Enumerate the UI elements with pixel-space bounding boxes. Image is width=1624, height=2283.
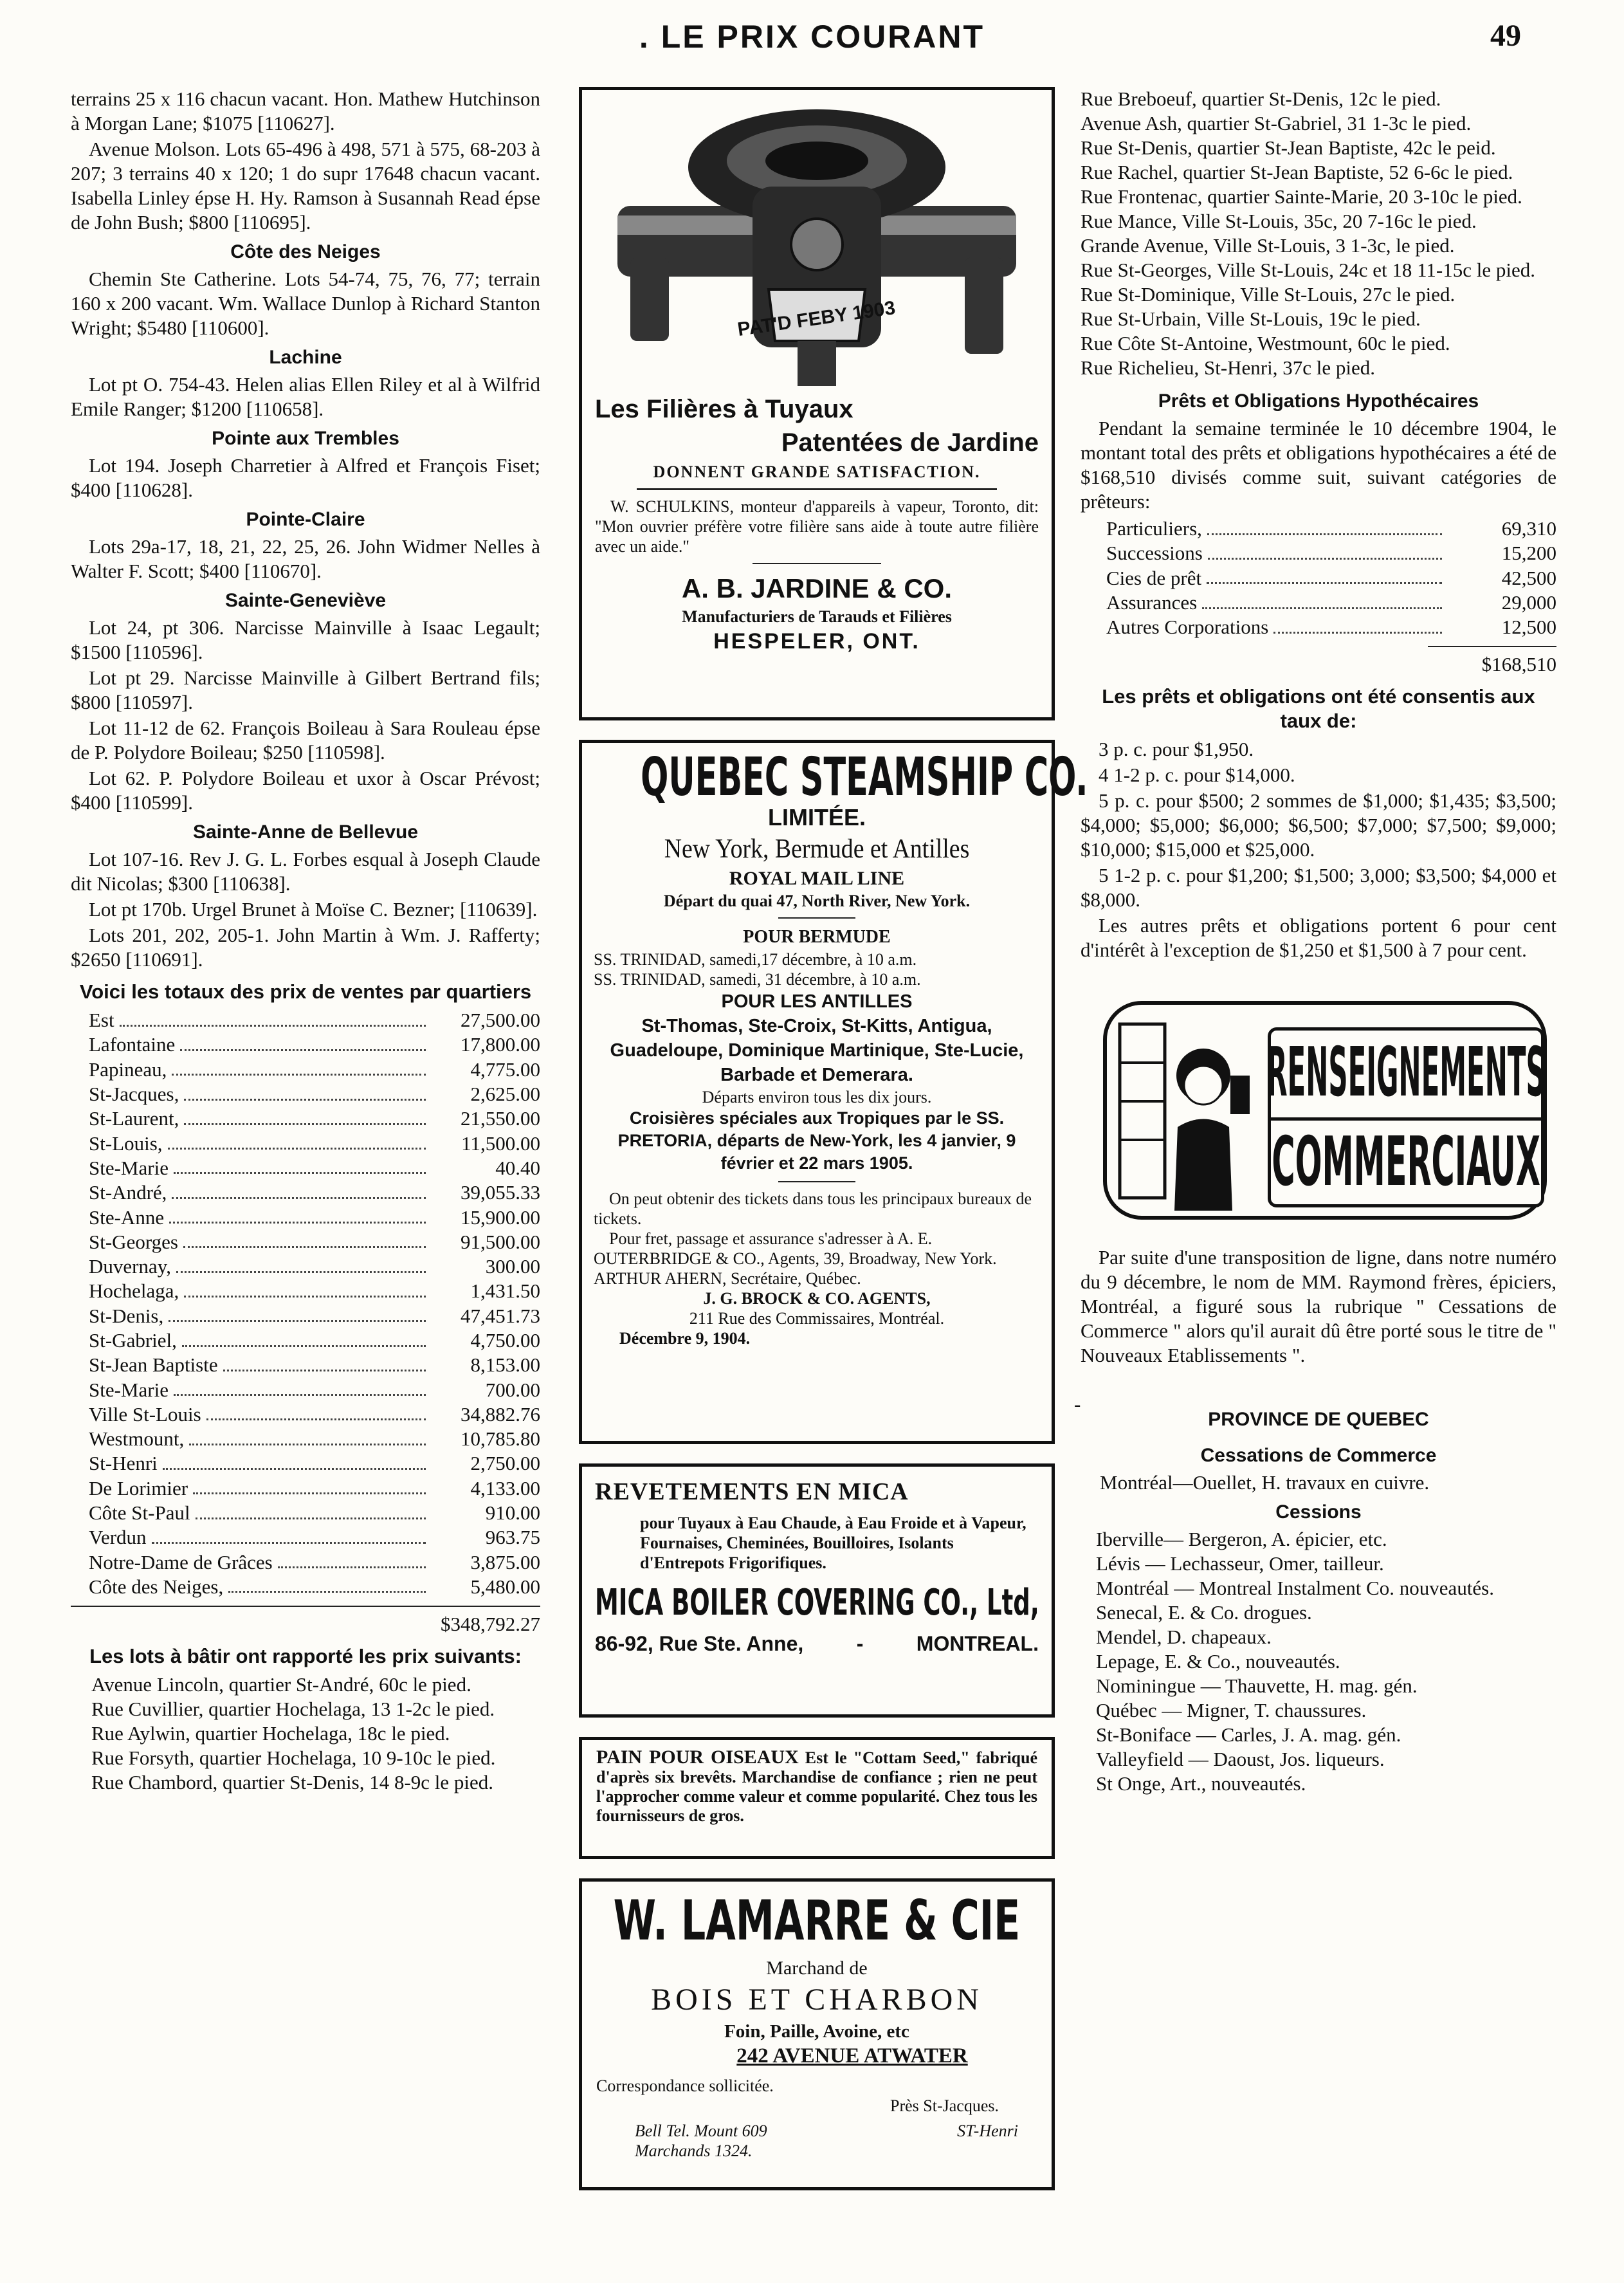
dot-leader	[182, 1345, 426, 1347]
table-row	[89, 1106, 540, 1131]
table-row	[89, 1501, 540, 1525]
ad-subtitle: Manufacturiers de Tarauds et Filières	[682, 607, 952, 626]
lot-entry: Rue Cuvillier, quartier Hochelaga, 13 1-2c le pied.	[91, 1698, 495, 1721]
ad-title-line1: Les Filières à Tuyaux	[595, 395, 853, 423]
row-label: Ste-Marie	[89, 1378, 169, 1401]
steamship-sailing: SS. TRINIDAD, samedi,17 décembre, à 10 a.m.	[594, 950, 917, 969]
row-label: Lafontaine	[89, 1033, 176, 1056]
dot-leader	[1202, 607, 1442, 609]
table-row	[89, 1180, 540, 1205]
lot-entry: Avenue Lincoln, quartier St-André, 60c le pied.	[91, 1673, 471, 1696]
cession-entry: Québec — Migner, T. chaussures.	[1096, 1699, 1367, 1722]
ad-tagline: DONNENT GRANDE SATISFACTION.	[653, 463, 981, 481]
mica-address: 86-92, Rue Ste. Anne,	[595, 1632, 804, 1655]
table-row	[89, 1353, 540, 1377]
ad-pain-oiseaux	[579, 1737, 1055, 1859]
rue-entry: Rue St-Dominique, Ville St-Louis, 27c le pied.	[1081, 283, 1455, 306]
dot-leader	[1207, 533, 1442, 535]
rue-entry: Rue St-Georges, Ville St-Louis, 24c et 18 11-15c le pied.	[1081, 259, 1536, 281]
row-label: Verdun	[89, 1526, 147, 1549]
paragraph: Par suite d'une transposition de ligne, dans notre numéro du 9 décembre, le nom de MM. Raymond frères, épiciers, Montréal, a figuré sous la rubrique " Cessations de Commerce " alors qu'il aurait dû être porté sous le titre de " Nouveaux Etablissements ".	[1081, 1246, 1556, 1367]
steamship-bermude-heading: POUR BERMUDE	[743, 927, 891, 947]
table-row	[89, 1377, 540, 1402]
paragraph: Pendant la semaine terminée le 10 décembre 1904, le montant total des prêts et obligations hypothécaires a été de $168,510 divisés comme suit, suivant catégories de prêteurs:	[1081, 417, 1556, 513]
row-value: 11,500.00	[461, 1132, 540, 1155]
rue-entry: Grande Avenue, Ville St-Louis, 3 1-3c, le pied.	[1081, 234, 1455, 257]
cession-entry: Nominingue — Thauvette, H. mag. gén.	[1096, 1674, 1418, 1698]
row-label: De Lorimier	[89, 1476, 188, 1499]
row-label: Particuliers,	[1106, 517, 1202, 540]
row-value: 3,875.00	[470, 1550, 540, 1573]
column-advertisements	[579, 87, 1088, 2190]
cession-entry: Montréal — Montreal Instalment Co. nouveautés.	[1096, 1577, 1495, 1600]
rue-entry: Rue Côte St-Antoine, Westmount, 60c le pied.	[1081, 332, 1450, 354]
row-label: Est	[89, 1009, 114, 1032]
table-row	[89, 1575, 540, 1599]
dot-leader	[189, 1444, 426, 1445]
section-heading: Sainte-Anne de Bellevue	[192, 821, 419, 843]
row-value: 21,550.00	[461, 1107, 540, 1130]
table-row	[89, 1476, 540, 1501]
row-label: St-Georges	[89, 1230, 178, 1253]
ad-city: HESPELER, ONT.	[713, 629, 920, 654]
cessions-list	[1081, 1527, 1556, 1796]
steamship-tickets: On peut obtenir des tickets dans tous les principaux bureaux de tickets.	[594, 1189, 1032, 1228]
table-row	[89, 1254, 540, 1279]
paragraph: Lot pt 29. Narcisse Mainville à Gilbert Bertrand fils; $800 [110597].	[71, 666, 540, 713]
section-heading: Les lots à bâtir ont rapporté les prix suivants:	[89, 1645, 522, 1668]
taux-entry: 3 p. c. pour $1,950.	[1099, 738, 1254, 761]
lamarre-foin: Foin, Paille, Avoine, etc	[724, 2021, 909, 2042]
row-value: 12,500	[1501, 616, 1556, 639]
lamarre-address: 242 AVENUE ATWATER	[736, 2044, 968, 2068]
rue-entry: Rue Frontenac, quartier Sainte-Marie, 20 3-10c le pied.	[1081, 185, 1522, 208]
dot-leader	[120, 1025, 426, 1027]
row-label: St-Louis,	[89, 1132, 163, 1155]
taux-list	[1081, 737, 1556, 962]
rue-entry: Rue Mance, Ville St-Louis, 35c, 20 7-16c le pied.	[1081, 210, 1477, 232]
mica-company: MICA BOILER COVERING CO., Ltd,	[595, 1582, 1039, 1624]
section-heading: Les prêts et obligations ont été consentis aux taux de:	[1102, 685, 1535, 733]
row-value: 700.00	[485, 1378, 540, 1401]
steamship-mail: ROYAL MAIL LINE	[729, 868, 905, 889]
section-heading: Pointe aux Trembles	[212, 428, 399, 449]
dot-leader	[184, 1099, 426, 1101]
row-value: 10,785.80	[461, 1427, 540, 1451]
row-label: St-Jacques,	[89, 1083, 179, 1106]
table-row	[1106, 566, 1556, 591]
row-value: 91,500.00	[461, 1230, 540, 1253]
steamship-depart: Départ du quai 47, North River, New York.	[663, 892, 971, 910]
dot-leader	[169, 1320, 426, 1322]
dot-leader	[174, 1172, 426, 1174]
row-value: 69,310	[1501, 517, 1556, 540]
dot-leader	[184, 1123, 426, 1125]
cessation-entry: Montréal—Ouellet, H. travaux en cuivre.	[1100, 1471, 1430, 1494]
dot-leader	[183, 1246, 426, 1248]
pipe-die-illustration	[605, 96, 1029, 392]
preteurs-table	[1106, 517, 1556, 639]
steamship-date: Décembre 9, 1904.	[619, 1329, 751, 1348]
dot-leader	[172, 1074, 426, 1076]
column-right	[1074, 87, 1556, 1796]
dot-leader	[223, 1370, 426, 1371]
row-value: 963.75	[485, 1526, 540, 1549]
table-row	[1106, 591, 1556, 615]
table-row	[89, 1279, 540, 1303]
row-value: 40.40	[495, 1156, 540, 1179]
section-heading: Voici les totaux des prix de ventes par quartiers	[79, 980, 532, 1003]
steamship-address: 211 Rue des Commissaires, Montréal.	[689, 1309, 945, 1328]
row-label: Notre-Dame de Grâces	[89, 1550, 273, 1573]
dot-leader	[172, 1197, 426, 1199]
row-label: Successions	[1106, 542, 1203, 565]
dot-leader	[228, 1591, 426, 1593]
lamarre-pres: Près St-Jacques.	[890, 2096, 999, 2115]
row-value: 2,625.00	[470, 1083, 540, 1106]
dot-leader	[278, 1566, 426, 1568]
ad-jardine	[579, 87, 1055, 720]
dot-leader	[169, 1222, 426, 1224]
lamarre-name: W. LAMARRE & CIE	[613, 1889, 1021, 1953]
renseignements-banner	[1103, 1001, 1547, 1220]
ad-quebec-steamship	[579, 740, 1088, 1444]
pain-text: Est le "Cottam Seed," fabriqué d'après six brevêts. Marchandise de confiance ; rien ne peut l'approcher comme valeur et comme popularité. Chez tous les fournisseurs de gros.	[596, 1748, 1038, 1825]
steamship-sailing: SS. TRINIDAD, samedi, 31 décembre, à 10 a.m.	[594, 970, 921, 989]
dash-mark: -	[1074, 1393, 1081, 1416]
row-value: 8,153.00	[470, 1353, 540, 1377]
taux-entry: Les autres prêts et obligations portent 6 pour cent d'intérêt à l'exception de $1,250 et $1,500 à 7 pour cent.	[1081, 914, 1556, 962]
rue-entry: Avenue Ash, quartier St-Gabriel, 31 1-3c le pied.	[1081, 112, 1472, 134]
section-heading: Sainte-Geneviève	[224, 590, 387, 611]
section-heading: Cessations de Commerce	[1200, 1445, 1437, 1467]
row-value: 5,480.00	[470, 1575, 540, 1598]
steamship-name: QUEBEC STEAMSHIP CO.	[641, 747, 1088, 808]
steamship-agents: J. G. BROCK & CO. AGENTS,	[703, 1289, 931, 1308]
steamship-frequency: Départs environ tous les dix jours.	[702, 1088, 932, 1106]
taux-entry: 5 p. c. pour $500; 2 sommes de $1,000; $1,435; $3,500; $4,000; $5,000; $6,000; $6,500; $7,000; $7,500; $9,000; $10,000; $15,000 et $25,000.	[1081, 789, 1556, 861]
dot-leader	[152, 1542, 426, 1544]
pain-lead: PAIN POUR OISEAUX	[596, 1747, 799, 1768]
rue-entry: Rue Breboeuf, quartier St-Denis, 12c le pied.	[1081, 87, 1441, 110]
section-heading: Cessions	[1275, 1501, 1362, 1523]
table-row	[89, 1402, 540, 1427]
row-value: 15,900.00	[461, 1206, 540, 1229]
row-label: Assurances	[1106, 591, 1198, 614]
ad-testimonial: W. SCHULKINS, monteur d'appareils à vapeur, Toronto, dit: "Mon ouvrier préfère votre filière sans aide à toute autre filière avec un aide."	[595, 497, 1039, 556]
page-number: 49	[1490, 19, 1521, 53]
paragraph: Lot 24, pt 306. Narcisse Mainville à Isaac Legault; $1500 [110596].	[71, 616, 540, 663]
paragraph: Lot 194. Joseph Charretier à Alfred et François Fiset; $400 [110628].	[71, 454, 540, 501]
table-row	[89, 1525, 540, 1550]
dot-leader	[163, 1468, 426, 1470]
dot-leader	[184, 1296, 426, 1297]
cession-entry: Lévis — Lechasseur, Omer, tailleur.	[1096, 1552, 1384, 1575]
ad-company: A. B. JARDINE & CO.	[681, 573, 953, 603]
taux-entry: 4 1-2 p. c. pour $14,000.	[1099, 764, 1295, 787]
table-row	[1106, 615, 1556, 639]
row-value: 42,500	[1501, 566, 1556, 589]
grand-total: $348,792.27	[71, 1606, 540, 1637]
steamship-islands: St-Thomas, Ste-Croix, St-Kitts, Antigua, Guadeloupe, Dominique Martinique, Ste-Lucie, Barbade et Demerara.	[610, 1016, 1024, 1085]
rue-entry: Rue Rachel, quartier St-Jean Baptiste, 52 6-6c le pied.	[1081, 161, 1513, 183]
page-header	[0, 18, 1624, 63]
lamarre-correspondance: Correspondance sollicitée.	[596, 2077, 774, 2095]
commerciaux-word: COMMERCIAUX	[1272, 1123, 1540, 1202]
steamship-croisieres: Croisières spéciales aux Tropiques par le SS. PRETORIA, départs de New-York, les 4 janvier, 9 février et 22 mars 1905.	[617, 1108, 1016, 1173]
row-value: 15,200	[1501, 542, 1556, 565]
row-label: St-Denis,	[89, 1304, 164, 1327]
lot-entry: Rue Forsyth, quartier Hochelaga, 10 9-10c le pied.	[91, 1747, 496, 1770]
patent-text: PAT'D FEBY 1903	[736, 297, 897, 341]
lamarre-sthenri: ST-Henri	[957, 2122, 1018, 2140]
rue-entry: Rue Richelieu, St-Henri, 37c le pied.	[1081, 356, 1375, 379]
row-label: St-Henri	[89, 1452, 158, 1475]
table-row	[89, 1451, 540, 1476]
row-value: 2,750.00	[470, 1452, 540, 1475]
journal-title: . LE PRIX COURANT	[639, 19, 985, 55]
mica-city: MONTREAL.	[916, 1632, 1039, 1655]
row-label: Cies de prêt	[1106, 566, 1202, 589]
row-label: Ste-Anne	[89, 1206, 165, 1229]
dot-leader	[1208, 558, 1442, 560]
rue-entry: Rue St-Urbain, Ville St-Louis, 19c le pied.	[1081, 307, 1421, 330]
paragraph: Chemin Ste Catherine. Lots 54-74, 75, 76, 77; terrain 160 x 200 vacant. Wm. Wallace Dunlop à Richard Stanton Wright; $5480 [110600].	[71, 268, 540, 339]
cession-entry: Lepage, E. & Co., nouveautés.	[1096, 1650, 1340, 1673]
section-heading: Côte des Neiges	[230, 241, 381, 262]
row-value: 4,775.00	[470, 1058, 540, 1081]
paragraph: Lots 29a-17, 18, 21, 22, 25, 26. John Widmer Nelles à Walter F. Scott; $400 [110670].	[71, 535, 540, 582]
row-label: St-Jean Baptiste	[89, 1353, 218, 1377]
lamarre-bois: BOIS ET CHARBON	[651, 1983, 983, 2017]
mica-title: REVETEMENTS EN MICA	[595, 1478, 909, 1505]
row-label: St-André,	[89, 1181, 167, 1204]
table-row	[89, 1032, 540, 1057]
dot-leader	[196, 1517, 426, 1519]
section-heading: PROVINCE DE QUEBEC	[1208, 1409, 1429, 1431]
table-row	[89, 1230, 540, 1254]
clerk-illustration	[1113, 1005, 1255, 1216]
row-label: Hochelaga,	[89, 1279, 179, 1303]
row-value: 910.00	[485, 1501, 540, 1525]
cession-entry: Iberville— Bergeron, A. épicier, etc.	[1096, 1528, 1387, 1551]
row-label: Westmount,	[89, 1427, 185, 1451]
table-row	[1106, 541, 1556, 565]
paragraph: Lot pt O. 754-43. Helen alias Ellen Riley et al à Wilfrid Emile Ranger; $1200 [110658].	[71, 373, 540, 420]
paragraph: Lot 11-12 de 62. François Boileau à Sara Rouleau épse de P. Polydore Boileau; $250 [110598].	[71, 717, 540, 764]
row-value: 27,500.00	[461, 1009, 540, 1032]
paragraph: Lot 107-16. Rev J. G. L. Forbes esqual à Joseph Claude dit Nicolas; $300 [110638].	[71, 848, 540, 895]
column-left	[71, 87, 540, 1795]
dot-leader	[174, 1394, 426, 1396]
ad-lamarre	[579, 1878, 1055, 2190]
row-value: 1,431.50	[470, 1279, 540, 1303]
row-label: Côte St-Paul	[89, 1501, 190, 1525]
lamarre-marchands: Marchands 1324.	[635, 2141, 753, 2160]
dot-leader	[1273, 632, 1442, 634]
section-heading: Prêts et Obligations Hypothécaires	[1158, 390, 1479, 412]
dot-leader	[168, 1148, 426, 1150]
table-row	[89, 1058, 540, 1082]
table-row	[89, 1131, 540, 1155]
mica-description: pour Tuyaux à Eau Chaude, à Eau Froide et à Vapeur, Fournaises, Cheminées, Bouilloires, Isolants d'Entrepots Frigorifiques.	[640, 1514, 1026, 1572]
lots-list	[71, 1673, 540, 1795]
row-value: 300.00	[485, 1255, 540, 1278]
lot-entry: Rue Chambord, quartier St-Denis, 14 8-9c le pied.	[91, 1771, 494, 1794]
table-row	[89, 1304, 540, 1328]
lot-entry: Rue Aylwin, quartier Hochelaga, 18c le pied.	[91, 1722, 450, 1745]
paragraph: Lots 201, 202, 205-1. John Martin à Wm. J. Rafferty; $2650 [110691].	[71, 924, 540, 971]
row-value: 4,133.00	[470, 1476, 540, 1499]
cession-entry: Valleyfield — Daoust, Jos. liqueurs.	[1096, 1748, 1385, 1771]
totaux-table	[89, 1008, 540, 1599]
steamship-limitee: LIMITÉE.	[768, 804, 866, 830]
table-row	[89, 1427, 540, 1451]
row-label: Papineau,	[89, 1058, 167, 1081]
renseignements-word: RENSEIGNEMENTS	[1266, 1033, 1546, 1112]
cession-entry: St-Boniface — Carles, J. A. mag. gén.	[1096, 1723, 1401, 1747]
dot-leader	[206, 1418, 426, 1420]
table-row	[89, 1550, 540, 1575]
cession-entry: St Onge, Art., nouveautés.	[1096, 1772, 1306, 1795]
dot-leader	[193, 1492, 426, 1494]
paragraph: Avenue Molson. Lots 65-496 à 498, 571 à 575, 68-203 à 207; 3 terrains 40 x 120; 1 do supr 17648 chacun vacant. Isabella Linley épse H. Hy. Ramson à Susannah Read épse de John Bush; $800 [110695].	[71, 138, 540, 234]
table-row	[89, 1082, 540, 1106]
row-value: 17,800.00	[461, 1033, 540, 1056]
dot-leader	[176, 1271, 426, 1273]
prets-total: $168,510	[1428, 646, 1556, 677]
table-row	[89, 1156, 540, 1180]
paragraph: Lot 62. P. Polydore Boileau et uxor à Oscar Prévost; $400 [110599].	[71, 767, 540, 814]
ad-mica	[579, 1463, 1055, 1718]
taux-entry: 5 1-2 p. c. pour $1,200; $1,500; 3,000; $3,500; $4,000 et $8,000.	[1081, 864, 1556, 912]
table-row	[89, 1328, 540, 1353]
rue-entry: Rue St-Denis, quartier St-Jean Baptiste, 42c le peid.	[1081, 136, 1496, 159]
cession-entry: Senecal, E. & Co. drogues.	[1096, 1601, 1312, 1624]
row-value: 47,451.73	[461, 1304, 540, 1327]
row-label: Ste-Marie	[89, 1156, 169, 1179]
steamship-fret: Pour fret, passage et assurance s'adresser à A. E. OUTERBRIDGE & CO., Agents, 39, Broadway, New York. ARTHUR AHERN, Secrétaire, Québec.	[594, 1229, 997, 1288]
ad-title-line2: Patentées de Jardine	[781, 428, 1039, 457]
mica-separator: -	[856, 1632, 864, 1655]
steamship-routes: New York, Bermude et Antilles	[664, 834, 970, 864]
cession-entry: Mendel, D. chapeaux.	[1096, 1626, 1272, 1649]
section-heading: Pointe-Claire	[246, 509, 365, 530]
paragraph: terrains 25 x 116 chacun vacant. Hon. Mathew Hutchinson à Morgan Lane; $1075 [110627].	[71, 87, 540, 134]
row-value: 34,882.76	[461, 1402, 540, 1426]
steamship-antilles-heading: POUR LES ANTILLES	[721, 991, 913, 1012]
row-value: 29,000	[1501, 591, 1556, 614]
section-heading: Lachine	[269, 347, 342, 368]
row-label: Autres Corporations	[1106, 616, 1269, 639]
dot-leader	[180, 1049, 426, 1051]
row-label: Côte des Neiges,	[89, 1575, 224, 1598]
rues-list	[1081, 87, 1556, 380]
table-row	[89, 1008, 540, 1032]
paragraph: Lot pt 170b. Urgel Brunet à Moïse C. Bezner; [110639].	[89, 898, 538, 921]
row-label: Ville St-Louis	[89, 1402, 201, 1426]
row-value: 4,750.00	[470, 1329, 540, 1352]
table-row	[1106, 517, 1556, 541]
table-row	[89, 1205, 540, 1229]
lamarre-bell: Bell Tel. Mount 609	[635, 2122, 767, 2140]
row-label: St-Gabriel,	[89, 1329, 177, 1352]
dot-leader	[1207, 582, 1442, 584]
row-label: Duvernay,	[89, 1255, 171, 1278]
lamarre-marchand: Marchand de	[766, 1958, 868, 1979]
row-value: 39,055.33	[461, 1181, 540, 1204]
row-label: St-Laurent,	[89, 1107, 179, 1130]
